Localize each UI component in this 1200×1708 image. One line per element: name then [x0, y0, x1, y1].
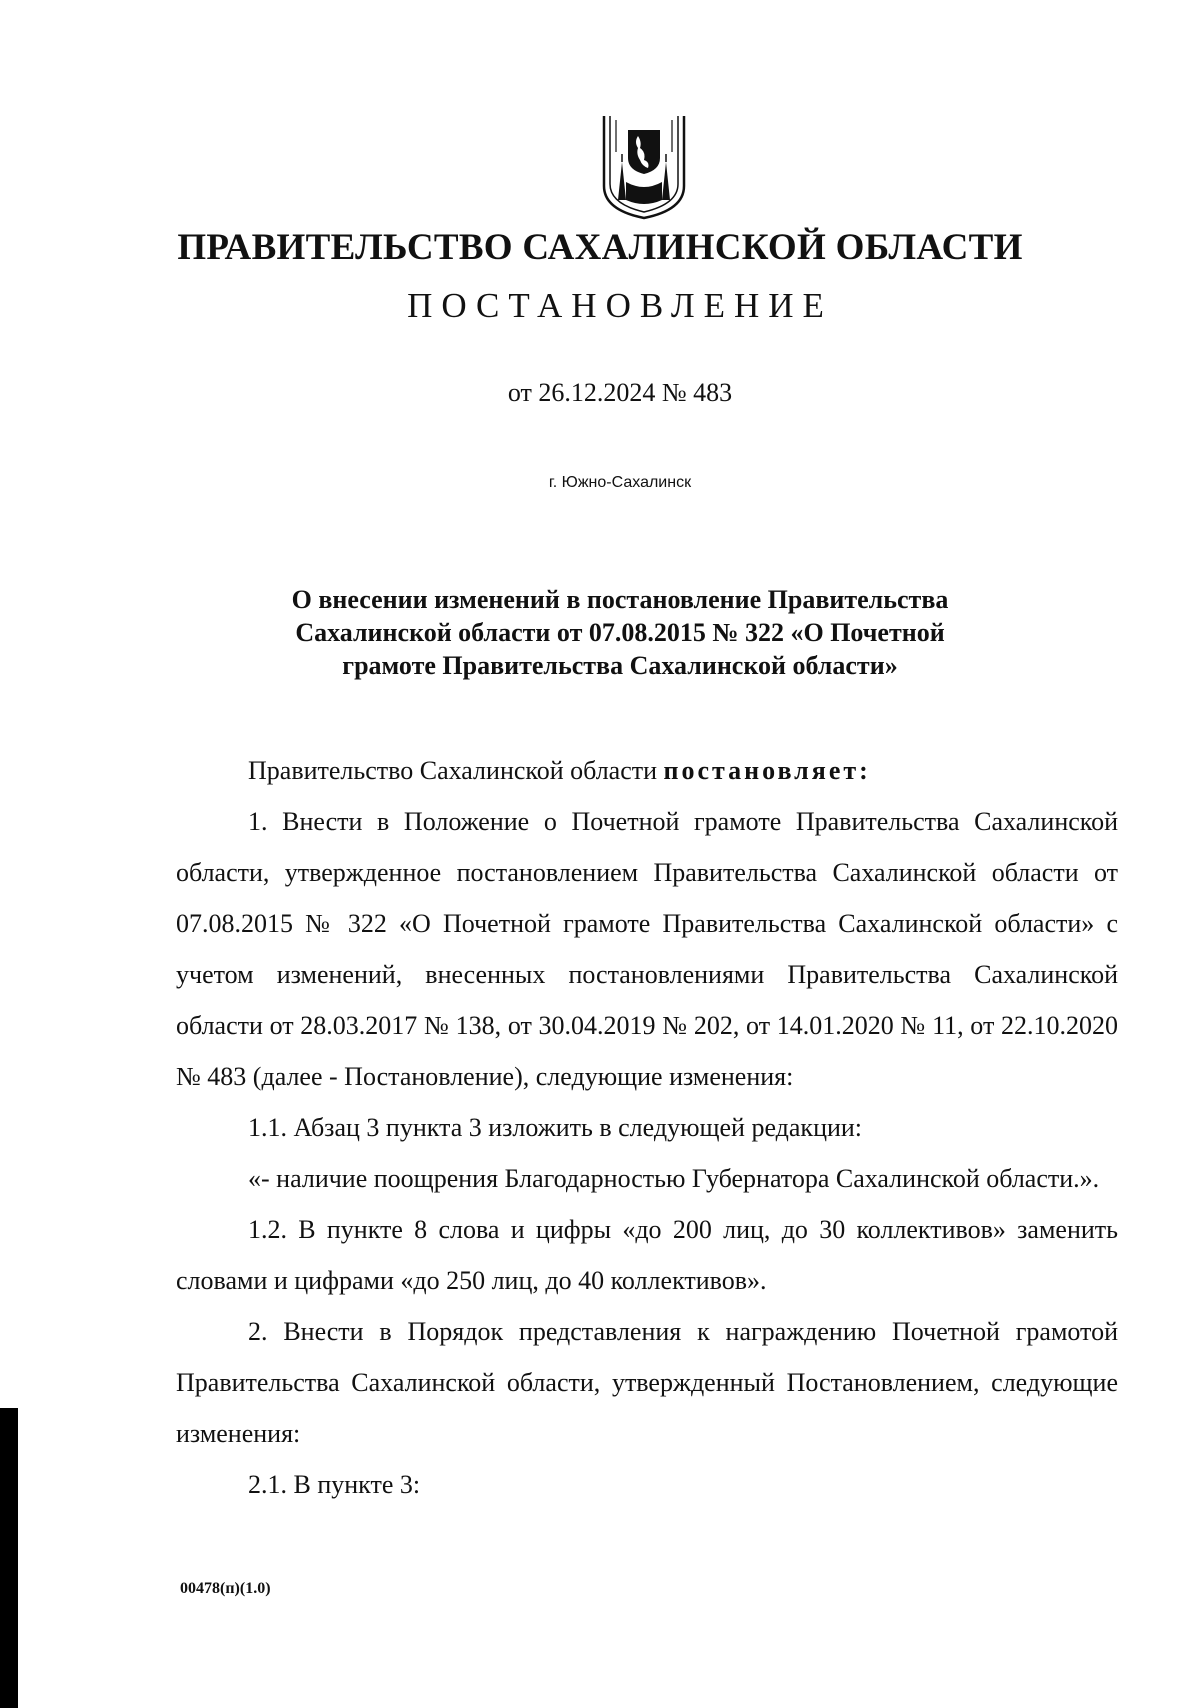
- document-subject: [240, 583, 1000, 682]
- paragraph-1-1: 1.1. Абзац 3 пункта 3 изложить в следующей редакции:: [248, 1113, 863, 1142]
- subject-line: Сахалинской области от 07.08.2015 № 322 «О Почетной: [295, 618, 945, 647]
- sakhalin-coat-of-arms-icon: [596, 112, 692, 220]
- government-title: ПРАВИТЕЛЬСТВО САХАЛИНСКОЙ ОБЛАСТИ: [177, 227, 1023, 268]
- decree-keyword: постановляет:: [663, 756, 871, 785]
- paragraph-1-2: 1.2. В пункте 8 слова и цифры «до 200 лиц, до 30 коллективов» заменить словами и цифрами «до 250 лиц, до 40 коллективов».: [176, 1215, 1118, 1295]
- footer-document-code: 00478(п)(1.0): [180, 1580, 271, 1597]
- document-body: [176, 745, 1118, 1510]
- paragraph-2-1: 2.1. В пункте 3:: [248, 1470, 421, 1499]
- paragraph-1-1-quote: «- наличие поощрения Благодарностью Губернатора Сахалинской области.».: [248, 1164, 1100, 1193]
- decree-intro-prefix: Правительство Сахалинской области: [248, 756, 664, 785]
- paragraph-2: 2. Внести в Порядок представления к награждению Почетной грамотой Правительства Сахалинской области, утвержденный Постановлением, следующие изменения:: [176, 1317, 1118, 1448]
- decree-intro: [176, 745, 1118, 796]
- document-date-number: от 26.12.2024 № 483: [507, 378, 733, 407]
- paragraph-1: 1. Внести в Положение о Почетной грамоте Правительства Сахалинской области, утвержденное постановлением Правительства Сахалинской области от 07.08.2015 № 322 «О Почетной грамоте Правительства Сахалинской области» с учетом изменений, внесенных постановлениями Правительства Сахалинской области от 28.03.2017 № 138, от 30.04.2019 № 202, от 14.01.2020 № 11, от 22.10.2020 № 483 (далее - Постановление), следующие изменения:: [176, 807, 1118, 1091]
- subject-line: О внесении изменений в постановление Правительства: [291, 585, 949, 614]
- document-type: ПОСТАНОВЛЕНИЕ: [407, 286, 833, 325]
- scan-edge-bar: [0, 1408, 18, 1708]
- document-city: г. Южно-Сахалинск: [548, 474, 692, 491]
- subject-line: грамоте Правительства Сахалинской области»: [342, 651, 898, 680]
